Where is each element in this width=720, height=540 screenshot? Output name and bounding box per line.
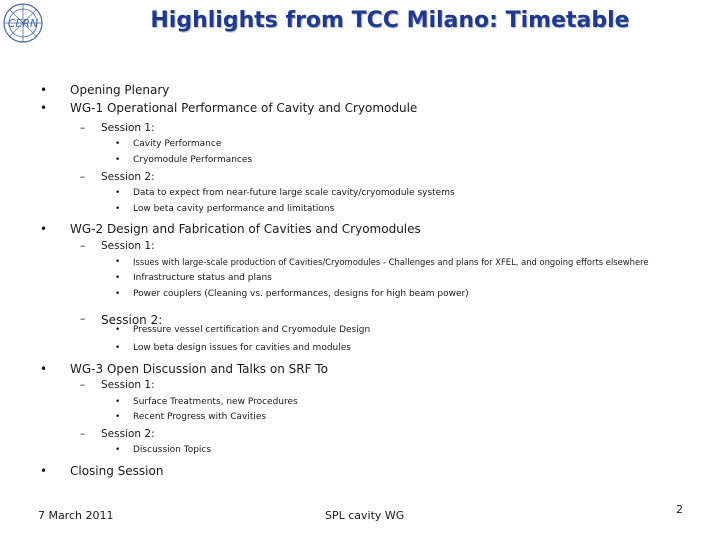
bullet-icon: • (115, 273, 121, 283)
outline-item-level-3: Data to expect from near-future large scale cavity/cryomodule systems (133, 188, 455, 198)
bullet-icon: • (115, 188, 121, 198)
bullet-icon: • (115, 397, 121, 407)
bullet-icon: • (115, 139, 121, 149)
outline-item-level-3: Cryomodule Performances (133, 155, 253, 165)
bullet-icon: • (40, 83, 48, 97)
bullet-icon: • (115, 325, 121, 335)
bullet-icon: • (115, 155, 121, 165)
dash-bullet-icon: – (80, 171, 86, 183)
page-number: 2 (676, 503, 683, 516)
outline-item-level-3: Low beta cavity performance and limitations (133, 204, 335, 214)
bullet-icon: • (115, 412, 121, 422)
cern-logo-icon (2, 2, 44, 44)
outline-item-level-3: Pressure vessel certification and Cryomodule Design (133, 325, 371, 335)
outline-item-level-2: Session 1: (101, 122, 155, 134)
bullet-icon: • (40, 362, 48, 376)
footer-center-text: SPL cavity WG (325, 509, 405, 522)
dash-bullet-icon: – (80, 428, 86, 440)
dash-bullet-icon: – (80, 122, 86, 134)
dash-bullet-icon: – (80, 313, 86, 325)
bullet-icon: • (115, 204, 121, 214)
page-title: Highlights from TCC Milano: Timetable (150, 8, 630, 33)
outline-item-level-3: Cavity Performance (133, 139, 222, 149)
bullet-icon: • (115, 343, 121, 353)
bullet-icon: • (115, 445, 121, 455)
bullet-icon: • (115, 257, 121, 267)
outline-item-level-2: Session 2: (101, 428, 155, 440)
outline-item-level-1: WG-3 Open Discussion and Talks on SRF To (70, 362, 328, 376)
bullet-icon: • (40, 464, 48, 478)
outline-item-level-3: Issues with large-scale production of Cavities/Cryomodules - Challenges and plans for XFEL, and ongoing efforts elsewhere (133, 257, 649, 267)
outline-item-level-3: Recent Progress with Cavities (133, 412, 267, 422)
outline-item-level-2: Session 2: (101, 313, 163, 327)
outline-item-level-3: Low beta design issues for cavities and modules (133, 343, 351, 353)
outline-item-level-3: Surface Treatments, new Procedures (133, 397, 298, 407)
footer-date: 7 March 2011 (38, 509, 114, 522)
bullet-icon: • (40, 101, 48, 115)
outline-item-level-2: Session 2: (101, 171, 155, 183)
bullet-icon: • (115, 289, 121, 299)
outline-item-level-3: Infrastructure status and plans (133, 273, 272, 283)
dash-bullet-icon: – (80, 240, 86, 252)
outline-item-level-3: Discussion Topics (133, 445, 212, 455)
svg-text:CERN: CERN (7, 17, 39, 30)
outline-item-level-2: Session 1: (101, 240, 155, 252)
bullet-icon: • (40, 222, 48, 236)
outline-item-level-1: Opening Plenary (70, 83, 170, 97)
outline-item-level-1: Closing Session (70, 464, 164, 478)
outline-item-level-3: Power couplers (Cleaning vs. performances, designs for high beam power) (133, 289, 469, 299)
outline-item-level-2: Session 1: (101, 379, 155, 391)
outline-item-level-1: WG-1 Operational Performance of Cavity and Cryomodule (70, 101, 418, 115)
dash-bullet-icon: – (80, 379, 86, 391)
outline-item-level-1: WG-2 Design and Fabrication of Cavities and Cryomodules (70, 222, 421, 236)
